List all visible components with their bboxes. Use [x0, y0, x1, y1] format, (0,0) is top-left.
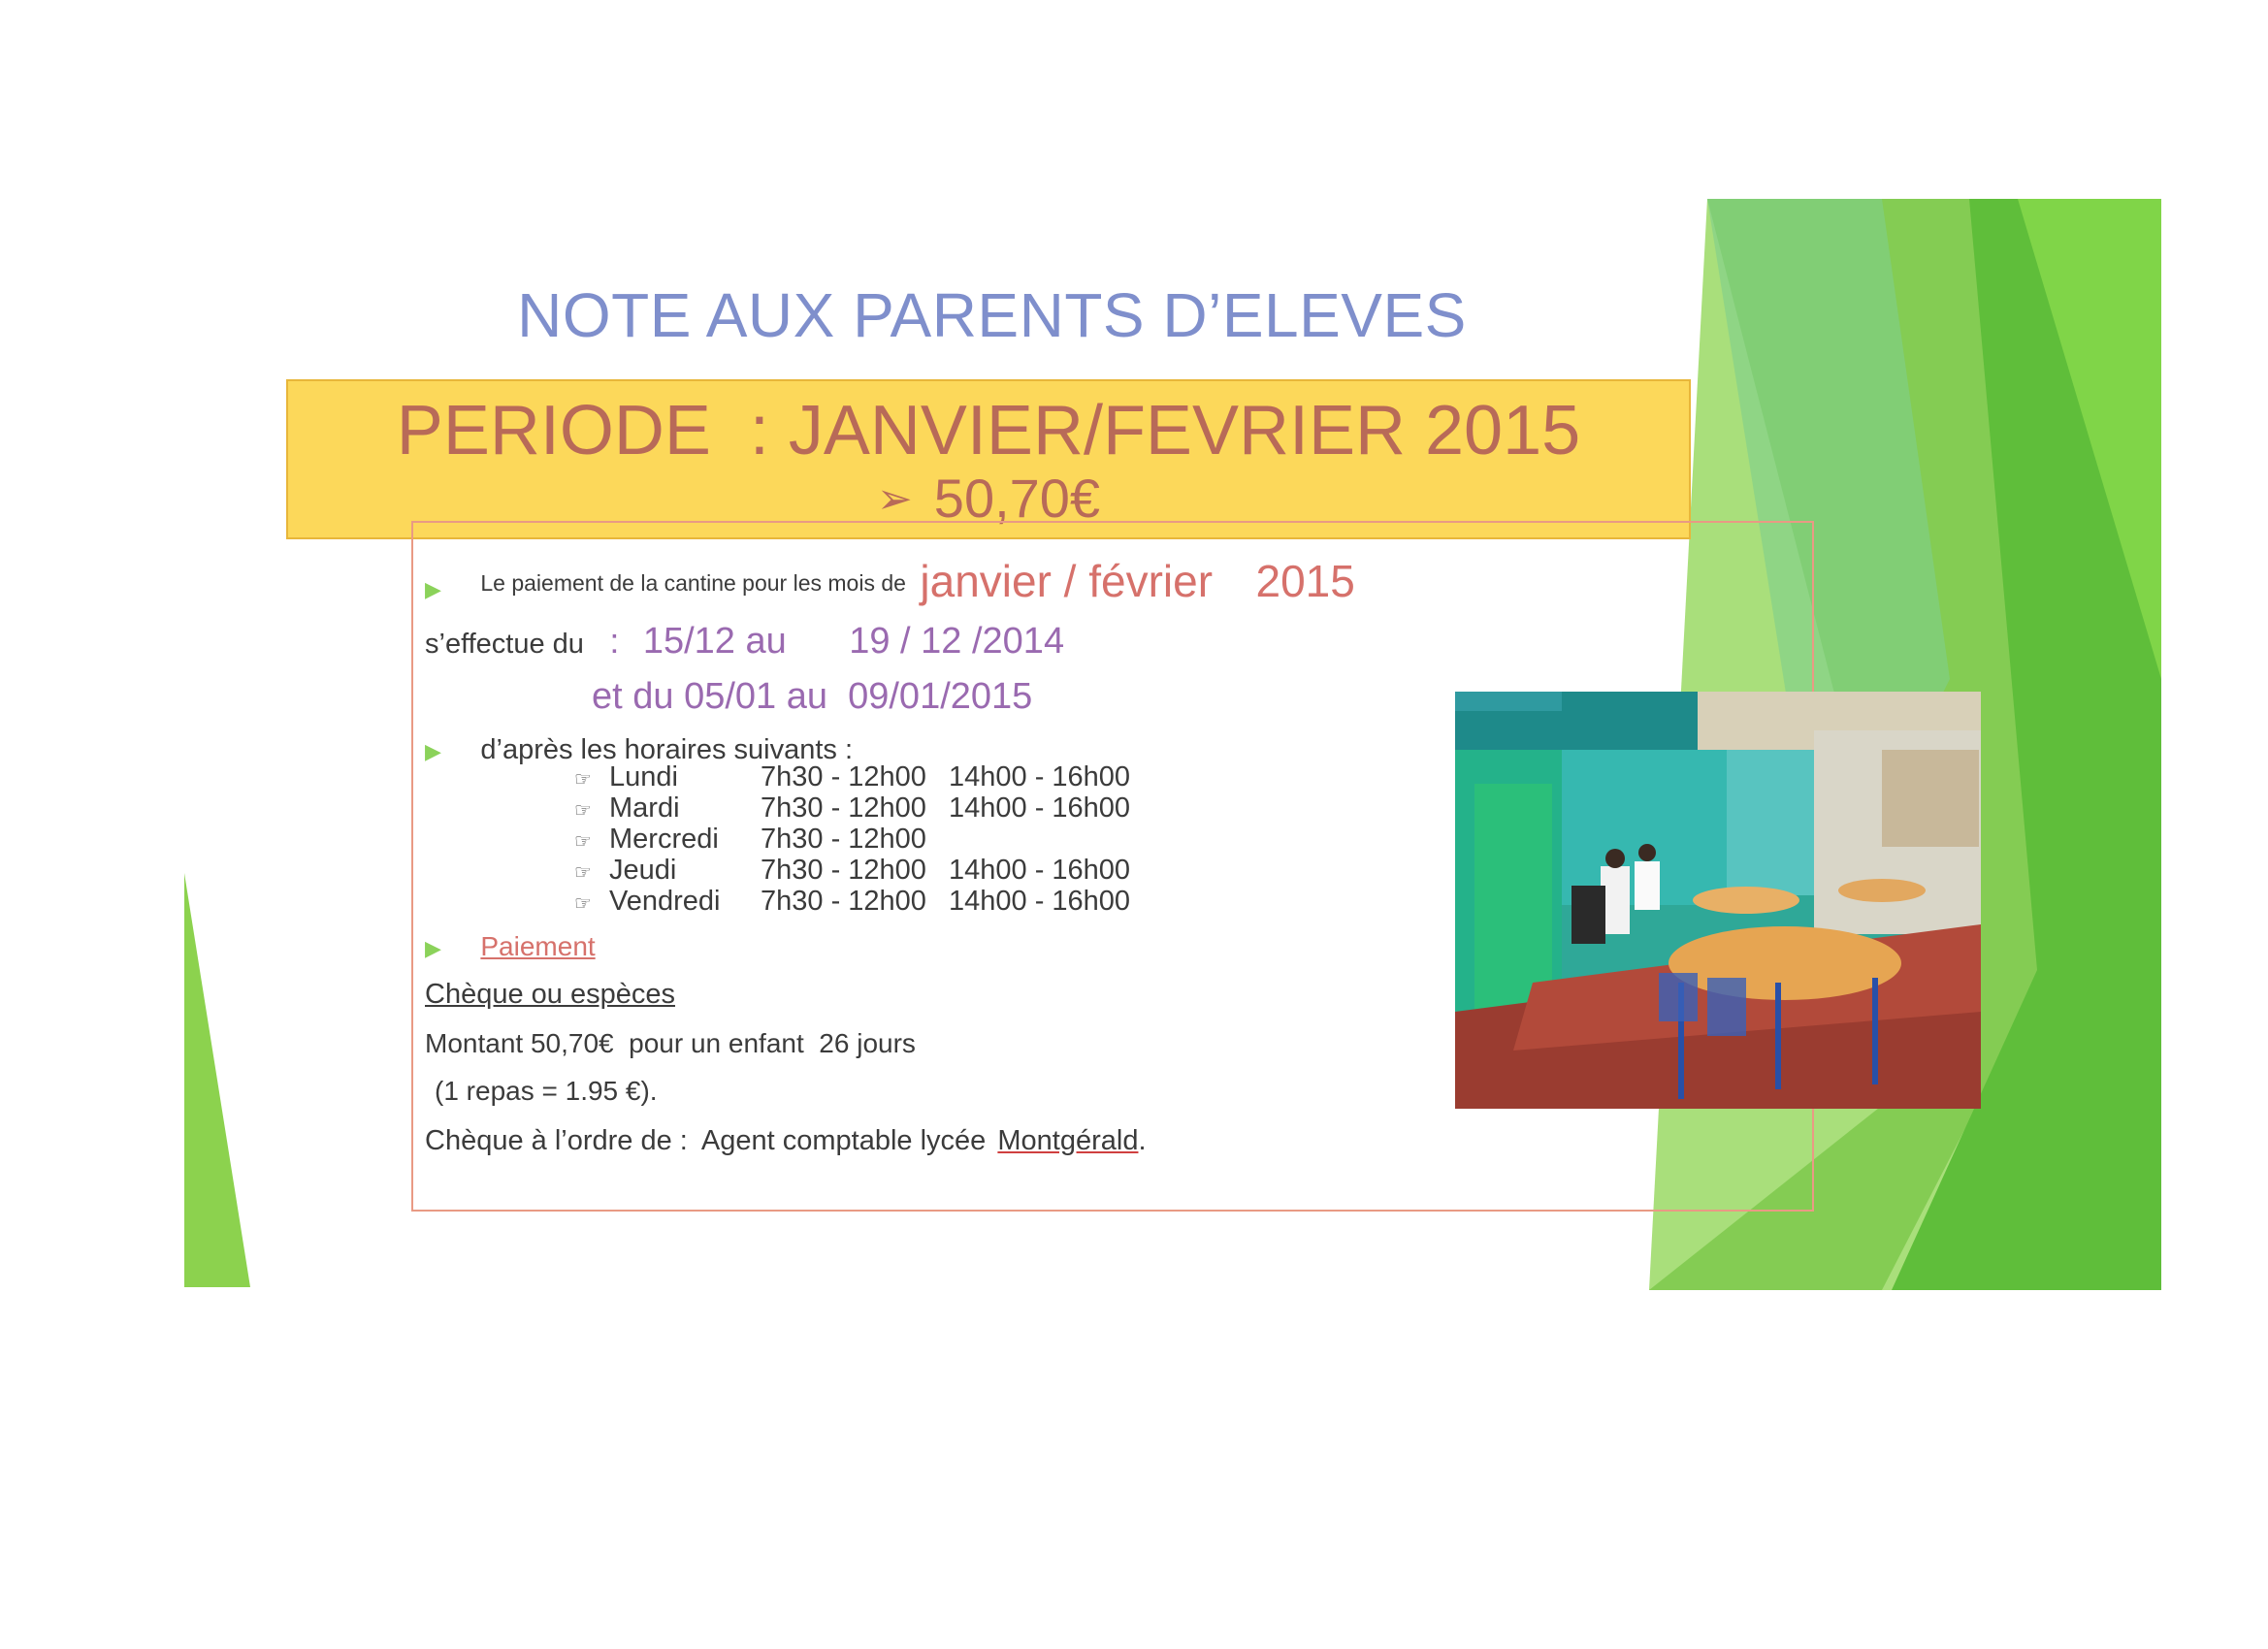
intro-lead: Le paiement de la cantine pour les mois de	[480, 570, 906, 596]
dates-line-1	[425, 621, 1064, 663]
page-title: NOTE AUX PARENTS D’ELEVES	[517, 280, 1467, 350]
schedule-afternoon: 14h00 - 16h00	[949, 792, 1131, 824]
pointing-hand-icon: ☞	[574, 893, 592, 915]
schedule-afternoon: 14h00 - 16h00	[949, 761, 1131, 792]
range1-start: 15/12 au	[642, 621, 787, 662]
schedule-day: Vendredi	[609, 886, 721, 917]
schedule-row	[574, 888, 1130, 919]
intro-year: 2015	[1255, 556, 1355, 606]
order-prefix: Chèque à l’ordre de :	[425, 1125, 688, 1156]
payment-meal-price: (1 repas = 1.95 €).	[435, 1076, 658, 1106]
schedule-morning: 7h30 - 12h00	[761, 824, 926, 855]
intro-line	[425, 555, 1355, 607]
payment-order-line	[425, 1125, 1147, 1157]
order-payee: Agent comptable lycée	[700, 1125, 987, 1156]
dates-colon: :	[609, 621, 620, 661]
effectue-label: s’effectue du	[425, 629, 584, 660]
period-banner	[286, 379, 1691, 539]
payment-method: Chèque ou espèces	[425, 979, 675, 1010]
schedule-row	[574, 825, 1130, 857]
schedule-morning: 7h30 - 12h00	[761, 761, 926, 792]
cafeteria-photo-illustration	[1455, 692, 1981, 1109]
schedule-afternoon: 14h00 - 16h00	[949, 886, 1131, 917]
schedule-row	[574, 857, 1130, 888]
intro-months: janvier / février	[920, 556, 1214, 606]
dates-line-2: et du 05/01 au 09/01/2015	[592, 676, 1033, 717]
triangle-bullet-icon: ▶	[425, 739, 441, 763]
schedule-row	[574, 794, 1130, 825]
pointing-hand-icon: ☞	[574, 769, 592, 791]
arrowhead-icon: ➢	[876, 475, 913, 523]
schedule-row	[574, 763, 1130, 794]
schedule-day: Mercredi	[609, 824, 719, 855]
pointing-hand-icon: ☞	[574, 831, 592, 853]
cafeteria-photo	[1455, 692, 1981, 1109]
triangle-bullet-icon: ▶	[425, 577, 441, 601]
triangle-bullet-icon: ▶	[425, 936, 441, 960]
pointing-hand-icon: ☞	[574, 862, 592, 884]
payment-heading: Paiement	[480, 931, 596, 961]
schedule-day: Lundi	[609, 761, 678, 792]
range1-end: 19 / 12 /2014	[849, 621, 1065, 662]
schedule-afternoon: 14h00 - 16h00	[949, 855, 1131, 886]
left-green-shard	[184, 873, 250, 1287]
pointing-hand-icon: ☞	[574, 800, 592, 822]
schedule-day: Mardi	[609, 792, 680, 824]
schedule-day: Jeudi	[609, 855, 677, 886]
schedule-morning: 7h30 - 12h00	[761, 792, 926, 824]
order-end: .	[1138, 1125, 1147, 1156]
schedule-heading: d’après les horaires suivants :	[480, 734, 854, 765]
price-value: 50,70€	[933, 468, 1101, 529]
schedule-table	[574, 763, 1130, 919]
order-payee-name: Montgérald	[997, 1125, 1139, 1156]
payment-amount: Montant 50,70€ pour un enfant 26 jours	[425, 1028, 916, 1058]
schedule-morning: 7h30 - 12h00	[761, 855, 926, 886]
payment-heading-line	[425, 931, 596, 962]
schedule-morning: 7h30 - 12h00	[761, 886, 926, 917]
period-label: PERIODE : JANVIER/FEVRIER 2015	[396, 392, 1581, 469]
